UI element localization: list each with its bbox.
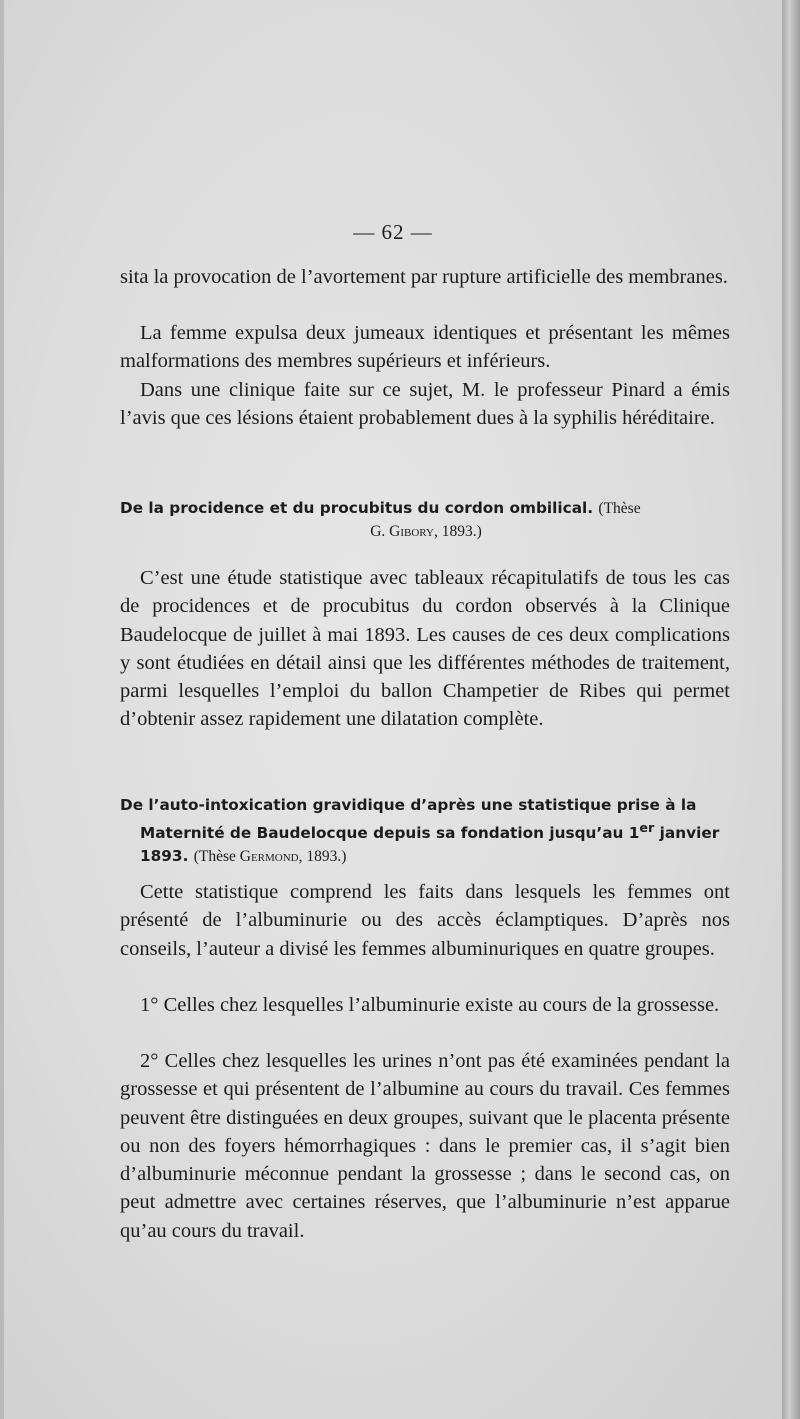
section-heading-auto-intoxication [120,794,752,868]
citation-year: , 1893.) [433,523,482,540]
citation-open: (Thèse [598,500,641,517]
citation-author: Germond [239,848,299,866]
citation-open: (Thèse [193,848,240,866]
document-page [4,0,782,1419]
title-superscript: er [639,821,655,836]
page-edge-shadow [782,0,800,1419]
citation-author: G. Gibory [370,523,434,540]
paragraph-etude-statistique: C’est une étude statistique avec tableaux récapitulatifs de tous les cas de procidences et de procubitus du cordon observés à la Clinique Baudelocque de juillet à mai 1893. Les causes de ces deux complications y sont étudiées en détail ainsi que les différentes méthodes de traitement, parmi lesquelles l’emploi du ballon Champetier de Ribes qui permet d’obtenir assez rapidement une dilatation complète. [120,567,730,731]
paragraph-clinique: Dans une clinique faite sur ce sujet, M. le professeur Pinard a émis l’avis que ces lésions étaient probablement dues à la syphilis héréditaire. [120,379,730,430]
paragraph-twins: La femme expulsa deux jumeaux identiques et présentant les mêmes malformations des membres supérieurs et inférieurs. [120,322,730,373]
paragraph-statistique-comprend: Cette statistique comprend les faits dans lesquels les femmes ont présenté de l’albuminurie ou des accès éclamptiques. D’après nos conseils, l’auteur a divisé les femmes albuminuriques en quatre groupes. [120,881,730,960]
title-part-1: De l’auto-intoxication gravidique d’après une statistique prise à la Maternité de Baudelocque depuis sa fondation jusqu’au 1 [120,796,697,843]
citation-line [120,520,732,543]
page-number: — 62 — [353,220,433,244]
paragraph-group-2: 2° Celles chez lesquelles les urines n’ont pas été examinées pendant la grossesse et qui présentent de l’albumine au cours du travail. Ces femmes peuvent être distinguées en deux groupes, suivant que le placenta présente ou non des foyers hémorrhagiques : dans le premier cas, il s’agit bien d’albuminurie méconnue pendant la grossesse ; dans le second cas, on peut admettre avec certaines réserves, que l’albuminurie n’est apparue qu’au cours du travail. [120,1050,730,1242]
citation [194,848,347,865]
title-part-2: janvier 1893. [140,824,720,866]
paragraph-group-1: 1° Celles chez lesquelles l’albuminurie existe au cours de la grossesse. [140,994,720,1016]
section-heading-procidence [120,497,732,543]
paragraph-continuation: sita la provocation de l’avortement par rupture artificielle des membranes. [120,266,728,288]
section-title-procidence: De la procidence et du procubitus du cordon ombilical. [120,499,594,517]
citation-year: , 1893.) [298,848,347,866]
